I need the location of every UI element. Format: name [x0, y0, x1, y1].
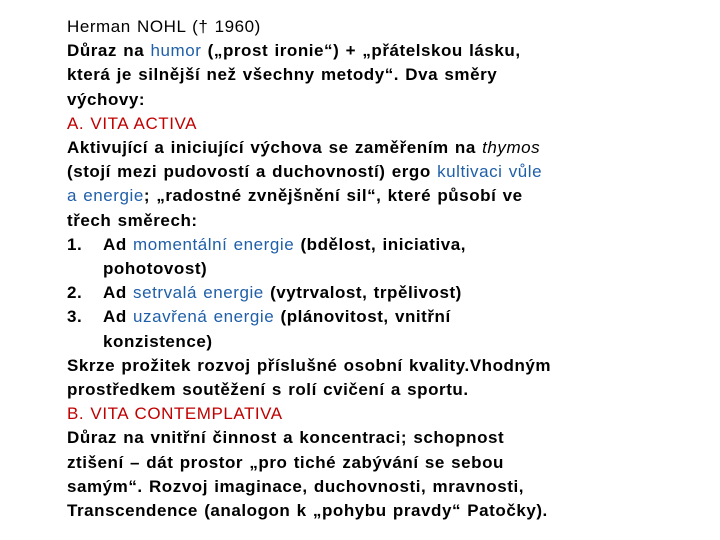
list-text: (vytrvalost, trpělivost) [263, 283, 462, 303]
list-text: Ad [103, 283, 134, 303]
list-item-continuation: konzistence) [103, 331, 213, 351]
activa-text: ; „radostné zvnějšnění sil“, které působí ve [143, 186, 523, 206]
intro-line-2: která je silnější než všechny metody“. Dva směry [67, 65, 498, 85]
activa-text: (stojí mezi pudovostí a duchovností) ergo [67, 162, 438, 182]
activa-summary-2: prostředkem soutěžení s rolí cvičení a sportu. [67, 380, 469, 400]
list-text: Ad [103, 307, 134, 327]
list-number: 3. [67, 307, 83, 327]
slide-text [67, 15, 707, 523]
list-number: 2. [67, 283, 83, 303]
heading-vita-activa: A. VITA ACTIVA [67, 113, 197, 133]
activa-line-3 [67, 184, 707, 208]
term-thymos: thymos [482, 138, 541, 158]
slide-title: Herman NOHL († 1960) [67, 17, 261, 36]
activa-line-4: třech směrech: [67, 210, 198, 230]
heading-vita-contemplativa: B. VITA CONTEMPLATIVA [67, 404, 283, 424]
list-term: uzavřená energie [133, 307, 275, 327]
activa-summary-1: Skrze prožitek rozvoj příslušné osobní kvality.Vhodným [67, 355, 552, 375]
list-text: (bdělost, iniciativa, [294, 234, 467, 254]
contemplativa-line-4: Transcendence (analogon k „pohybu pravdy“ Patočky). [67, 501, 548, 521]
term-humor: humor [150, 41, 202, 61]
contemplativa-line-3: samým“. Rozvoj imaginace, duchovnosti, mravnosti, [67, 476, 525, 496]
activa-line-1 [67, 136, 707, 160]
intro-line-1 [67, 39, 707, 63]
list-number: 1. [67, 234, 83, 254]
list-item [67, 281, 707, 305]
intro-line-3: výchovy: [67, 89, 146, 109]
contemplativa-line-2: ztišení – dát prostor „pro tiché zabývání se sebou [67, 452, 504, 472]
contemplativa-line-1: Důraz na vnitřní činnost a koncentraci; schopnost [67, 428, 505, 448]
list-item-continuation: pohotovost) [103, 259, 208, 279]
activa-line-2 [67, 160, 707, 184]
term-kultivaci-vule: kultivaci vůle [437, 162, 543, 182]
list-item [67, 233, 707, 257]
list-text: Ad [103, 234, 134, 254]
list-text: (plánovitost, vnitřní [274, 307, 451, 327]
list-term: setrvalá energie [133, 283, 264, 303]
term-a-energie: a energie [67, 186, 144, 206]
activa-text: Aktivující a iniciující výchova se zaměřením na [67, 138, 483, 158]
list-item [67, 305, 707, 329]
intro-text: („prost ironie“) + „přátelskou lásku, [201, 41, 521, 61]
list-term: momentální energie [133, 234, 295, 254]
intro-text: Důraz na [67, 41, 151, 61]
